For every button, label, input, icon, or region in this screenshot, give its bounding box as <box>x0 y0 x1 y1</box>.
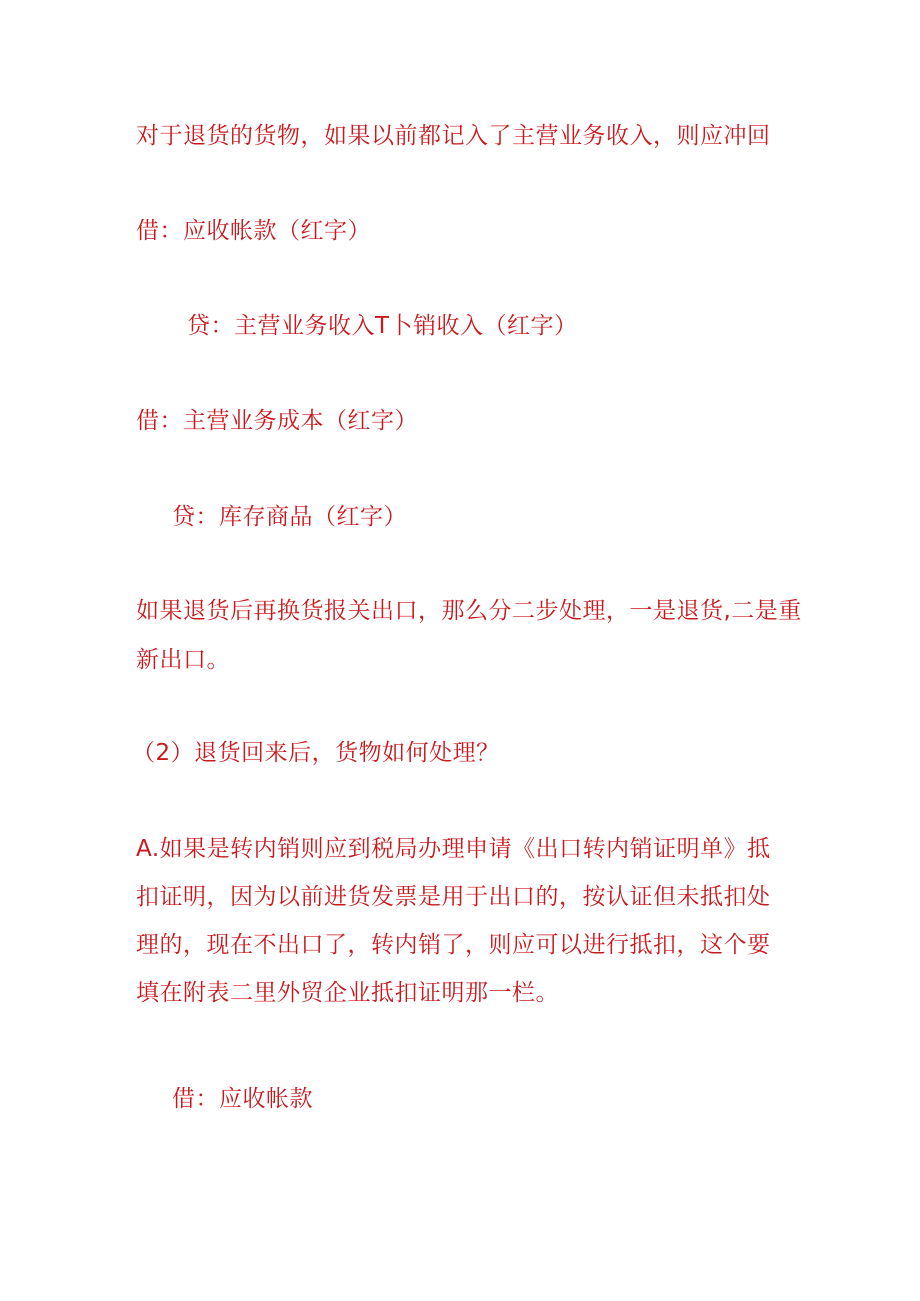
journal-entry-debit-cost-red: 借：主营业务成本（红字） <box>136 408 418 434</box>
answer-a-line-2: 扣证明，因为以前进货发票是用于出口的，按认证但未抵扣处 <box>136 884 771 910</box>
answer-a-line-3: 理的，现在不出口了，转内销了，则应可以进行抵扣，这个要 <box>136 932 771 958</box>
journal-entry-credit-revenue-red: 贷：主营业务收入T卜销收入（红字） <box>187 313 578 339</box>
journal-entry-debit-receivable: 借：应收帐款 <box>172 1086 313 1112</box>
journal-entry-credit-inventory-red: 贷：库存商品（红字） <box>172 504 407 530</box>
intro-text: 对于退货的货物，如果以前都记入了主营业务收入，则应冲回 <box>136 123 771 149</box>
answer-a-line-4: 填在附表二里外贸企业抵扣证明那一栏。 <box>136 980 559 1006</box>
answer-a-line-1: A.如果是转内销则应到税局办理申请《出口转内销证明单》抵 <box>136 836 771 862</box>
exchange-export-text-line-2: 新出口。 <box>136 647 230 673</box>
question-heading: （2）退货回来后，货物如何处理？ <box>132 740 500 766</box>
exchange-export-text-line-1: 如果退货后再换货报关出口，那么分二步处理，一是退货,二是重 <box>136 598 802 624</box>
journal-entry-debit-receivable-red: 借：应收帐款（红字） <box>136 218 371 244</box>
